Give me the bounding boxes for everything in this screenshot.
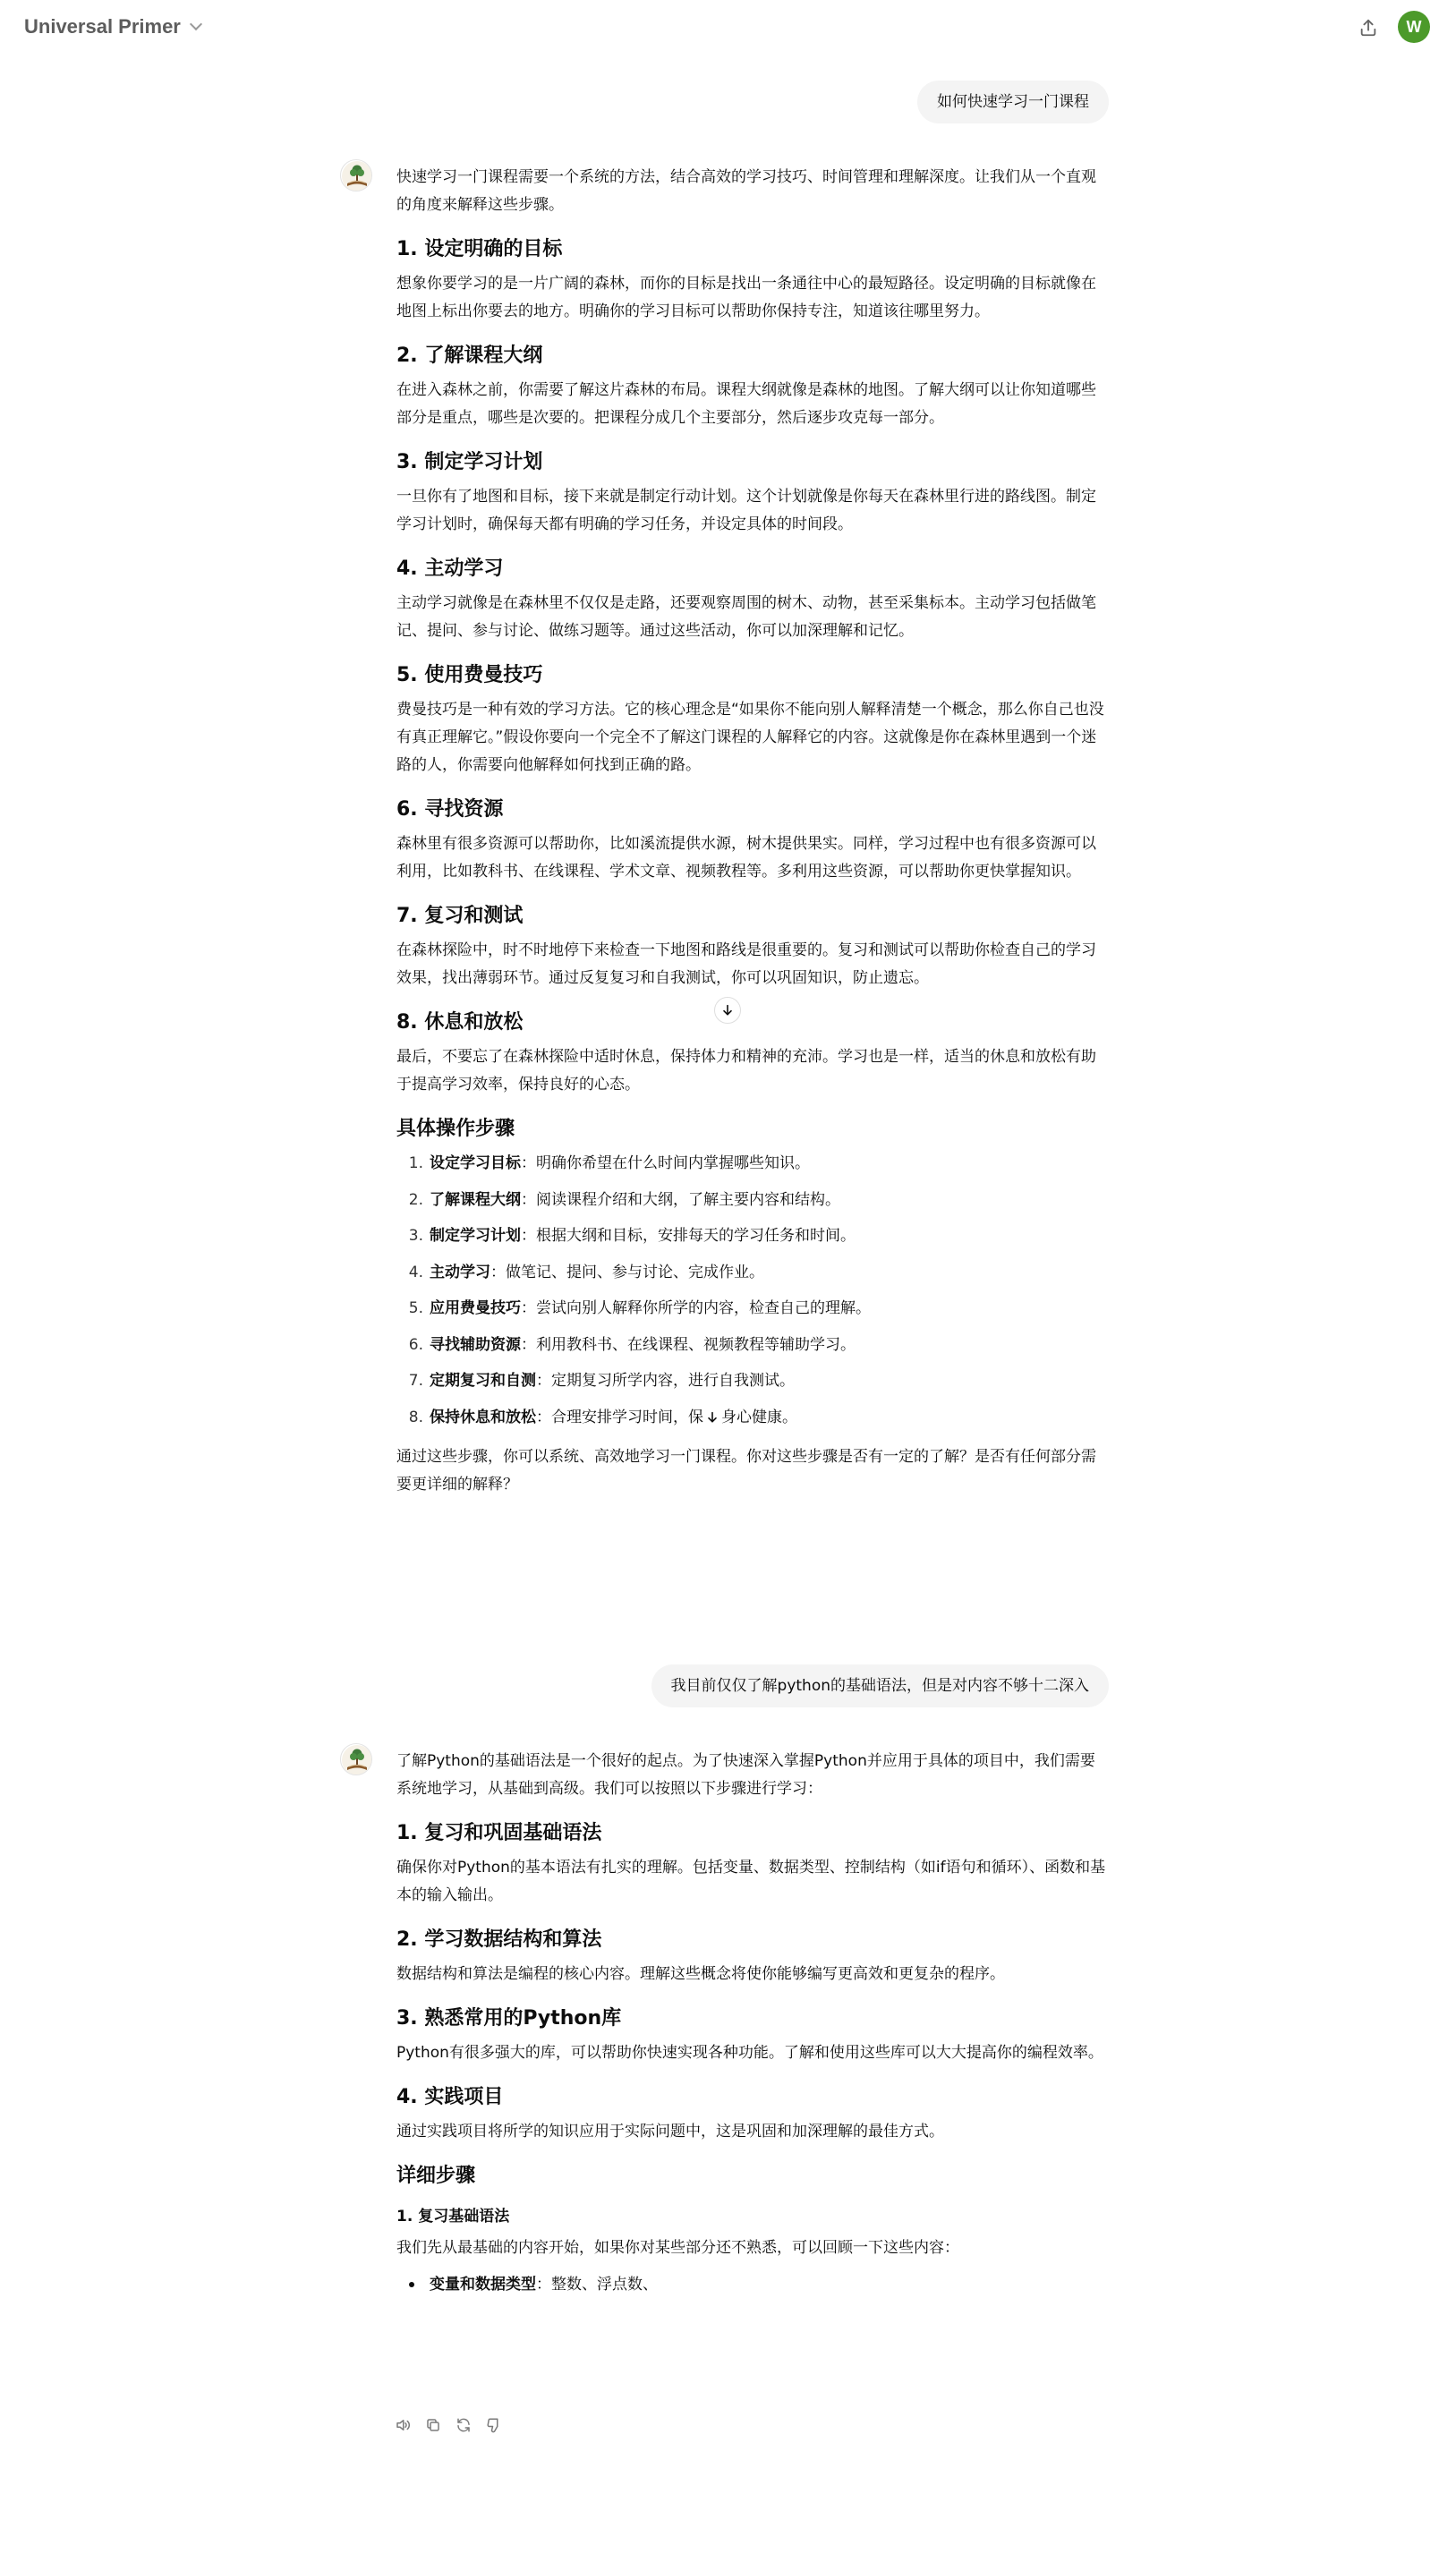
share-button[interactable] (1353, 13, 1384, 43)
section-heading: 2. 学习数据结构和算法 (396, 1928, 602, 1951)
list-item: 8. 保持休息和放松：合理安排学习时间，保 身心健康。 (408, 1408, 797, 1426)
section-heading: 3. 熟悉常用的Python库 (396, 2007, 622, 2030)
intro-paragraph: 快速学习一门课程需要一个系统的方法，结合高效的学习技巧、时间管理和理解深度。让我们从一个直观的角度来解释这些步骤。 (396, 168, 1096, 214)
model-selector[interactable] (24, 15, 200, 38)
message-actions (394, 2416, 503, 2434)
section-heading: 1. 复习和巩固基础语法 (396, 1822, 602, 1844)
sub-intro: 我们先从最基础的内容开始，如果你对某些部分还不熟悉，可以回顾一下这些内容： (396, 2239, 959, 2257)
section-heading: 8. 休息和放松 (396, 1011, 524, 1034)
section-body: 主动学习就像是在森林里不仅仅是走路，还要观察周围的树木、动物，甚至采集标本。主动学习包括做笔记、提问、参与讨论、做练习题等。通过这些活动，你可以加深理解和记忆。 (396, 594, 1096, 640)
outro-paragraph: 通过这些步骤，你可以系统、高效地学习一门课程。你对这些步骤是否有一定的了解？是否有任何部分需要更详细的解释？ (396, 1447, 1096, 1494)
section-body: 一旦你有了地图和目标，接下来就是制定行动计划。这个计划就像是你每天在森林里行进的路线图。制定学习计划时，确保每天都有明确的学习任务，并设定具体的时间段。 (396, 488, 1096, 533)
copy-button[interactable] (424, 2416, 442, 2434)
user-message: 我目前仅仅了解python的基础语法，但是对内容不够十二深入 (651, 1664, 1109, 1707)
tree-book-icon (341, 160, 372, 192)
section-body: 数据结构和算法是编程的核心内容。理解这些概念将使你能够编写更高效和更复杂的程序。 (396, 1965, 1005, 1983)
assistant-avatar (340, 1743, 372, 1775)
sub-heading: 1. 复习基础语法 (396, 2208, 510, 2226)
regenerate-button[interactable] (455, 2416, 473, 2434)
list-item: 变量和数据类型：整数、浮点数、 (396, 2271, 1109, 2298)
section-body: 在进入森林之前，你需要了解这片森林的布局。课程大纲就像是森林的地图。了解大纲可以让你知道哪些部分是重点，哪些是次要的。把课程分成几个主要部分，然后逐步攻克每一部分。 (396, 381, 1096, 427)
section-heading: 3. 制定学习计划 (396, 451, 543, 473)
thumbs-down-icon (486, 2417, 502, 2433)
scroll-to-bottom-button[interactable] (714, 997, 741, 1024)
section-heading: 2. 了解课程大纲 (396, 345, 543, 367)
section-body: Python有很多强大的库，可以帮助你快速实现各种功能。了解和使用这些库可以大大提高你的编程效率。 (396, 2044, 1103, 2062)
list-item: 1. 设定学习目标：明确你希望在什么时间内掌握哪些知识。 (408, 1154, 810, 1172)
steps-list (396, 1150, 1109, 1431)
section-heading: 1. 设定明确的目标 (396, 238, 563, 260)
list-item: 4. 主动学习：做笔记、提问、参与讨论、完成作业。 (408, 1263, 764, 1281)
section-heading: 5. 使用费曼技巧 (396, 664, 543, 686)
assistant-avatar (340, 159, 372, 192)
list-item: 3. 制定学习计划：根据大纲和目标，安排每天的学习任务和时间。 (408, 1227, 856, 1245)
read-aloud-button[interactable] (394, 2416, 412, 2434)
speaker-icon (395, 2417, 411, 2433)
section-body: 想象你要学习的是一片广阔的森林，而你的目标是找出一条通往中心的最短路径。设定明确的目标就像在地图上标出你要去的地方。明确你的学习目标可以帮助你保持专注，知道该往哪里努力。 (396, 275, 1096, 320)
thumbs-down-button[interactable] (485, 2416, 503, 2434)
share-icon (1358, 18, 1378, 38)
copy-icon (425, 2417, 441, 2433)
list-item: 7. 定期复习和自测：定期复习所学内容，进行自我测试。 (408, 1372, 795, 1390)
arrow-down-icon (720, 1003, 735, 1017)
user-message: 如何快速学习一门课程 (917, 81, 1109, 123)
bullet-list (396, 2271, 1109, 2298)
top-bar (0, 0, 1456, 55)
section-body: 森林里有很多资源可以帮助你，比如溪流提供水源，树木提供果实。同样，学习过程中也有很多资源可以利用，比如教科书、在线课程、学术文章、视频教程等。多利用这些资源，可以帮助你更快掌握知识。 (396, 835, 1096, 881)
section-heading: 7. 复习和测试 (396, 905, 524, 927)
chevron-down-icon (190, 18, 202, 30)
list-item: 6. 寻找辅助资源：利用教科书、在线课程、视频教程等辅助学习。 (408, 1335, 856, 1354)
list-item: 5. 应用费曼技巧：尝试向别人解释你所学的内容，检查自己的理解。 (408, 1299, 871, 1317)
app-title: Universal Primer (24, 15, 181, 38)
intro-paragraph: 了解Python的基础语法是一个很好的起点。为了快速深入掌握Python并应用于具体的项目中，我们需要系统地学习，从基础到高级。我们可以按照以下步骤进行学习： (396, 1752, 1095, 1798)
section-heading: 4. 实践项目 (396, 2086, 504, 2108)
section-body: 费曼技巧是一种有效的学习方法。它的核心理念是“如果你不能向别人解释清楚一个概念，那么你自己也没有真正理解它。”假设你要向一个完全不了解这门课程的人解释它的内容。这就像是你在森林里遇到一个迷路的人，你需要向他解释如何找到正确的路。 (396, 701, 1104, 774)
arrow-down-icon (703, 1407, 721, 1428)
section-heading: 4. 主动学习 (396, 558, 504, 580)
list-item: 2. 了解课程大纲：阅读课程介绍和大纲，了解主要内容和结构。 (408, 1190, 840, 1209)
tree-book-icon (341, 1744, 372, 1775)
assistant-message (396, 1748, 1109, 2298)
section-body: 在森林探险中，时不时地停下来检查一下地图和路线是很重要的。复习和测试可以帮助你检查自己的学习效果，找出薄弱环节。通过反复复习和自我测试，你可以巩固知识，防止遗忘。 (396, 941, 1096, 987)
section-body: 通过实践项目将所学的知识应用于实际问题中，这是巩固和加深理解的最佳方式。 (396, 2123, 944, 2141)
assistant-message (396, 164, 1109, 1511)
detail-heading: 详细步骤 (396, 2165, 476, 2187)
user-avatar[interactable]: W (1398, 11, 1430, 43)
section-heading: 6. 寻找资源 (396, 798, 504, 821)
steps-heading: 具体操作步骤 (396, 1118, 515, 1140)
regenerate-icon (456, 2417, 472, 2433)
section-body: 确保你对Python的基本语法有扎实的理解。包括变量、数据类型、控制结构（如if语句和循环）、函数和基本的输入输出。 (396, 1859, 1106, 1904)
section-body: 最后，不要忘了在森林探险中适时休息，保持体力和精神的充沛。学习也是一样，适当的休息和放松有助于提高学习效率，保持良好的心态。 (396, 1048, 1096, 1094)
